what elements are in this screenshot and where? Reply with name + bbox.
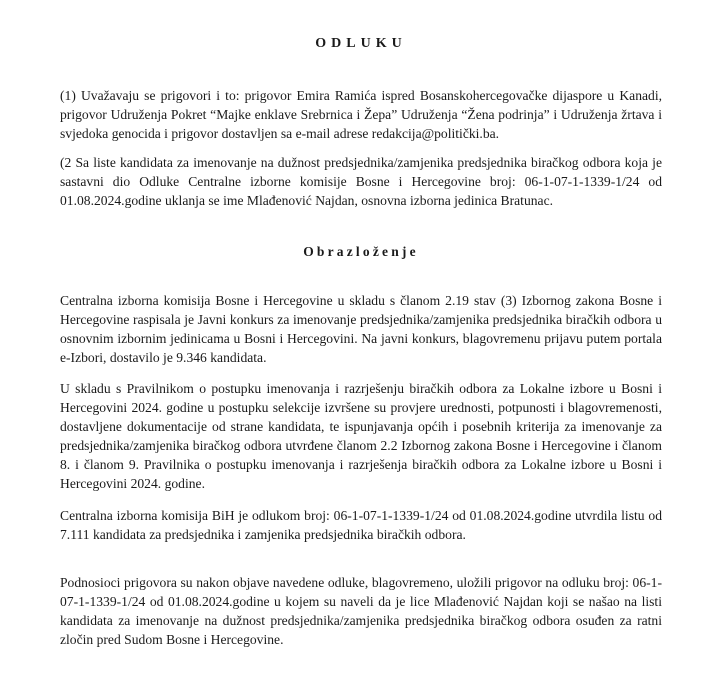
reasoning-heading: Obrazloženje [303,244,419,259]
reasoning-paragraph-4: Podnosioci prigovora su nakon objave navedene odluke, blagovremeno, uložili prigovor na odluku broj: 06-1-07-1-1339-1/24 od 01.08.2024.godine u kojem su naveli da je lice Mlađenović Najdan koji se našao na listi kandidata za imenovanje na dužnost predsjednika/zamjenika predsjednika biračkog odbora osuđen za ratni zločin pred Sudom Bosne i Hercegovine. [60,575,662,647]
reasoning-paragraph-2: U skladu s Pravilnikom o postupku imenovanja i razrješenju biračkih odbora za Lokalne izbore u Bosni i Hercegovini 2024. godine u postupku selekcije izvršene su provjere urednosti, potpunosti i blagovremenosti, dostavljene dokumentacije od strane kandidata, te ispunjavanja općih i posebnih kriterija za imenovanje za predsjednika/zamjenika biračkog odbora utvrđene članom 2.2 Izbornog zakona Bosne i Hercegovine i članom 8. i članom 9. Pravilnika o postupku imenovanja i razrješenja biračkih odbora za Lokalne izbore u Bosni i Hercegovini 2024. godine. [60,381,662,491]
reasoning-paragraph-1: Centralna izborna komisija Bosne i Hercegovine u skladu s članom 2.19 stav (3) Izbornog zakona Bosne i Hercegovine raspisala je Javni konkurs za imenovanje predsjednika/zamjenika predsjednika biračkih odbora u osnovnim izbornim jedinicama u Bosni i Hercegovini. Na javni konkurs, blagovremenu prijavu putem portala e-Izbori, dostavilo je 9.346 kandidata. [60,293,662,365]
decision-item-2: (2 Sa liste kandidata za imenovanje na dužnost predsjednika/zamjenika predsjednika biračkog odbora koja je sastavni dio Odluke Centralne izborne komisije Bosne i Hercegovine broj: 06-1-07-1-1339-1/24 od 01.08.2024.godine uklanja se ime Mlađenović Najdan, osnovna izborna jedinica Bratunac. [60,155,662,208]
decision-item-1: (1) Uvažavaju se prigovori i to: prigovor Emira Ramića ispred Bosanskohercegovačke dijaspore u Kanadi, prigovor Udruženja Pokret “Majke enklave Srebrnica i Žepa” Udruženja “Žena podrinja” i Udruženja žrtava i svjedoka genocida i prigovor dostavljen sa e-mail adrese redakcija@politički.ba. [60,88,662,141]
reasoning-paragraph-3: Centralna izborna komisija BiH je odlukom broj: 06-1-07-1-1339-1/24 od 01.08.2024.godine utvrdila listu od 7.111 kandidata za predsjednika i zamjenika predsjednika biračkih odbora. [60,508,662,542]
decision-heading: ODLUKU [315,36,407,51]
